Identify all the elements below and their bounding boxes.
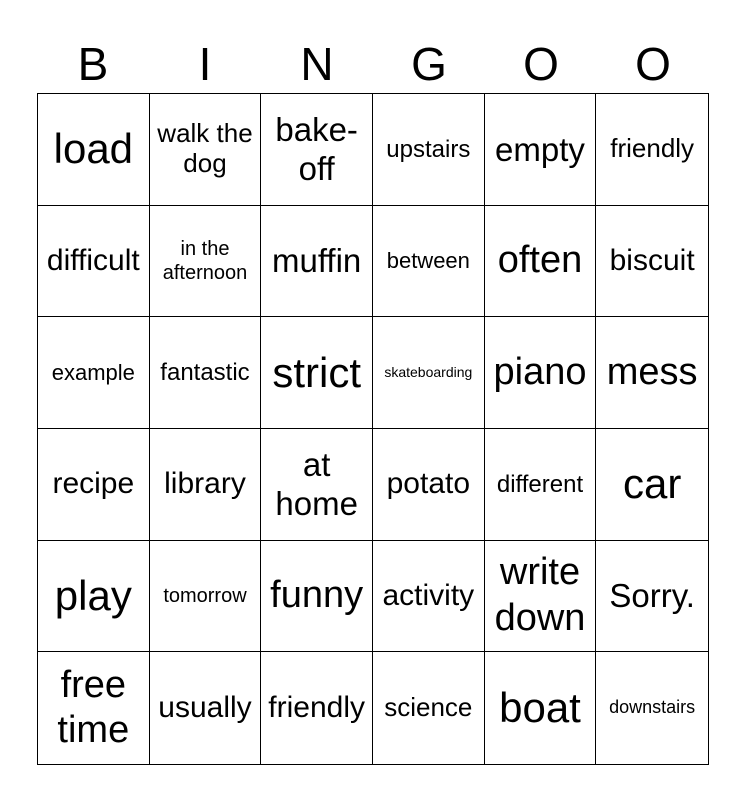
bingo-cell <box>150 541 262 653</box>
bingo-cell <box>485 541 597 653</box>
bingo-cell <box>261 541 373 653</box>
bingo-cell <box>261 429 373 541</box>
bingo-cell <box>596 94 708 206</box>
bingo-cell <box>38 652 150 764</box>
bingo-cell <box>485 652 597 764</box>
cell-text: funny <box>270 574 364 617</box>
bingo-cell <box>261 317 373 429</box>
bingo-cell <box>373 652 485 764</box>
cell-text: muffin <box>272 242 362 280</box>
bingo-cell <box>38 94 150 206</box>
bingo-cell <box>596 652 708 764</box>
cell-text: in the afternoon <box>162 237 248 284</box>
bingo-cell <box>596 317 708 429</box>
cell-text: boat <box>499 684 581 732</box>
bingo-cell <box>373 541 485 653</box>
bingo-cell <box>373 94 485 206</box>
cell-text: science <box>384 692 473 723</box>
cell-text: strict <box>272 348 361 396</box>
cell-text: often <box>497 239 583 282</box>
cell-text: tomorrow <box>163 584 247 607</box>
cell-text: empty <box>495 130 585 168</box>
bingo-cell <box>373 206 485 318</box>
bingo-cell <box>261 206 373 318</box>
cell-text: biscuit <box>609 243 695 277</box>
bingo-cell <box>596 429 708 541</box>
bingo-cell <box>261 652 373 764</box>
cell-text: write down <box>494 551 586 639</box>
cell-text: free time <box>57 663 130 752</box>
cell-text: friendly <box>610 133 695 164</box>
cell-text: potato <box>386 467 471 501</box>
cell-text: library <box>164 467 246 501</box>
bingo-cell <box>38 541 150 653</box>
bingo-cell <box>485 429 597 541</box>
header-letter-n: N <box>300 38 334 90</box>
header-letter-g: G <box>411 38 447 90</box>
bingo-cell <box>485 206 597 318</box>
header-letter-o-2: O <box>635 38 671 90</box>
bingo-cell <box>261 94 373 206</box>
cell-text: activity <box>382 578 475 612</box>
bingo-cell <box>150 652 262 764</box>
bingo-cell <box>485 94 597 206</box>
cell-text: play <box>54 571 132 619</box>
bingo-cell <box>150 94 262 206</box>
cell-text: skateboarding <box>384 364 473 381</box>
cell-text: different <box>496 470 584 498</box>
cell-text: piano <box>493 350 587 393</box>
cell-text: difficult <box>46 243 140 277</box>
cell-text: Sorry. <box>609 577 695 615</box>
bingo-cell <box>373 317 485 429</box>
cell-text: friendly <box>268 691 366 725</box>
cell-text: usually <box>158 691 252 725</box>
bingo-cell <box>373 429 485 541</box>
bingo-cell <box>38 429 150 541</box>
cell-text: recipe <box>52 467 135 501</box>
cell-text: example <box>51 360 135 385</box>
cell-text: bake-off <box>275 110 358 188</box>
bingo-cell <box>150 429 262 541</box>
bingo-cell <box>38 317 150 429</box>
bingo-cell <box>485 317 597 429</box>
bingo-header <box>37 36 709 92</box>
header-letter-b: B <box>77 38 109 90</box>
cell-text: car <box>622 460 682 508</box>
cell-text: load <box>53 125 134 173</box>
cell-text: between <box>386 248 470 274</box>
bingo-cell <box>150 317 262 429</box>
bingo-cell <box>596 206 708 318</box>
bingo-cell <box>596 541 708 653</box>
cell-text: mess <box>606 350 698 393</box>
bingo-cell <box>38 206 150 318</box>
header-letter-o: O <box>523 38 559 90</box>
cell-text: walk the dog <box>157 118 253 179</box>
cell-text: upstairs <box>386 135 471 163</box>
cell-text: at home <box>275 445 358 523</box>
cell-text: downstairs <box>609 697 696 718</box>
bingo-cell <box>150 206 262 318</box>
cell-text: fantastic <box>160 358 250 386</box>
header-letter-i: I <box>198 38 212 90</box>
bingo-board <box>37 93 709 765</box>
